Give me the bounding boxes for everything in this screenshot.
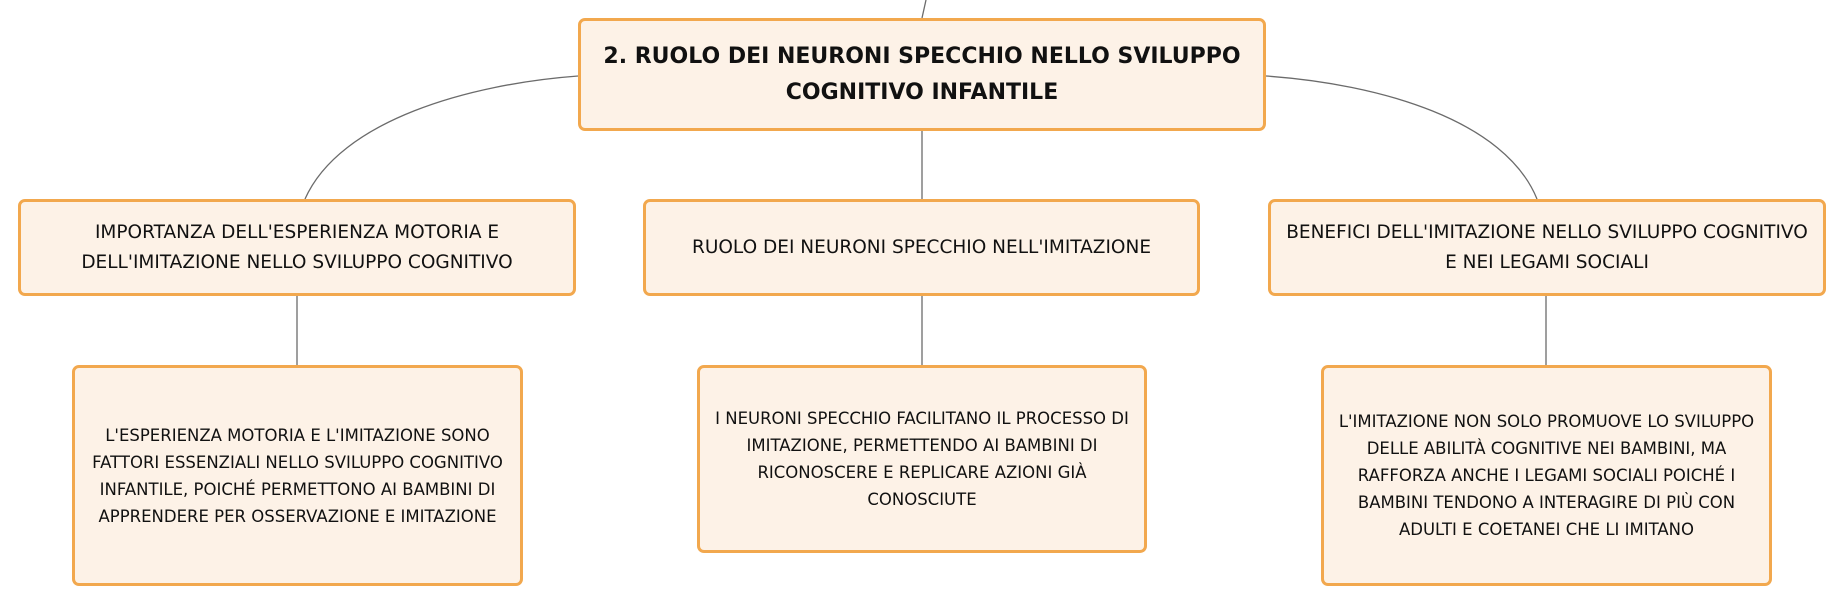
branch-node-label: BENEFICI DELL'IMITAZIONE NELLO SVILUPPO COGNITIVO E NEI LEGAMI SOCIALI xyxy=(1286,221,1808,273)
detail-node-text: L'ESPERIENZA MOTORIA E L'IMITAZIONE SONO FATTORI ESSENZIALI NELLO SVILUPPO COGNITIVO INFANTILE, POICHÉ PERMETTONO AI BAMBINI DI APPRENDERE PER OSSERVAZIONE E IMITAZIONE xyxy=(92,425,503,526)
connector-parent-to-root xyxy=(922,0,926,18)
detail-node-text: L'IMITAZIONE NON SOLO PROMUOVE LO SVILUPPO DELLE ABILITÀ COGNITIVE NEI BAMBINI, MA RAFFORZA ANCHE I LEGAMI SOCIALI POICHÉ I BAMBINI TENDONO A INTERAGIRE DI PIÙ CON ADULTI E COETANEI CHE LI IMITANO xyxy=(1338,412,1755,539)
branch-node-label: RUOLO DEI NEURONI SPECCHIO NELL'IMITAZIONE xyxy=(691,236,1152,258)
branch-node-imitation-benefits[interactable] xyxy=(1268,199,1826,296)
connector-root-to-branch-3 xyxy=(1266,76,1537,199)
branch-node-mirror-neurons-imitation[interactable] xyxy=(643,199,1200,296)
detail-node-imitation-benefits[interactable] xyxy=(1321,365,1772,586)
connector-root-to-branch-1 xyxy=(305,76,578,199)
detail-node-motor-experience[interactable] xyxy=(72,365,523,586)
detail-node-text: I NEURONI SPECCHIO FACILITANO IL PROCESSO DI IMITAZIONE, PERMETTENDO AI BAMBINI DI RICONOSCERE E REPLICARE AZIONI GIÀ CONOSCIUTE xyxy=(715,409,1129,509)
root-topic-text: 2. RUOLO DEI NEURONI SPECCHIO NELLO SVILUPPO COGNITIVO INFANTILE xyxy=(603,43,1241,105)
branch-node-motor-experience[interactable] xyxy=(18,199,576,296)
branch-node-label: IMPORTANZA DELL'ESPERIENZA MOTORIA E DELL'IMITAZIONE NELLO SVILUPPO COGNITIVO xyxy=(81,221,513,273)
detail-node-mirror-neurons-imitation[interactable] xyxy=(697,365,1147,553)
root-topic-node[interactable] xyxy=(578,18,1266,131)
